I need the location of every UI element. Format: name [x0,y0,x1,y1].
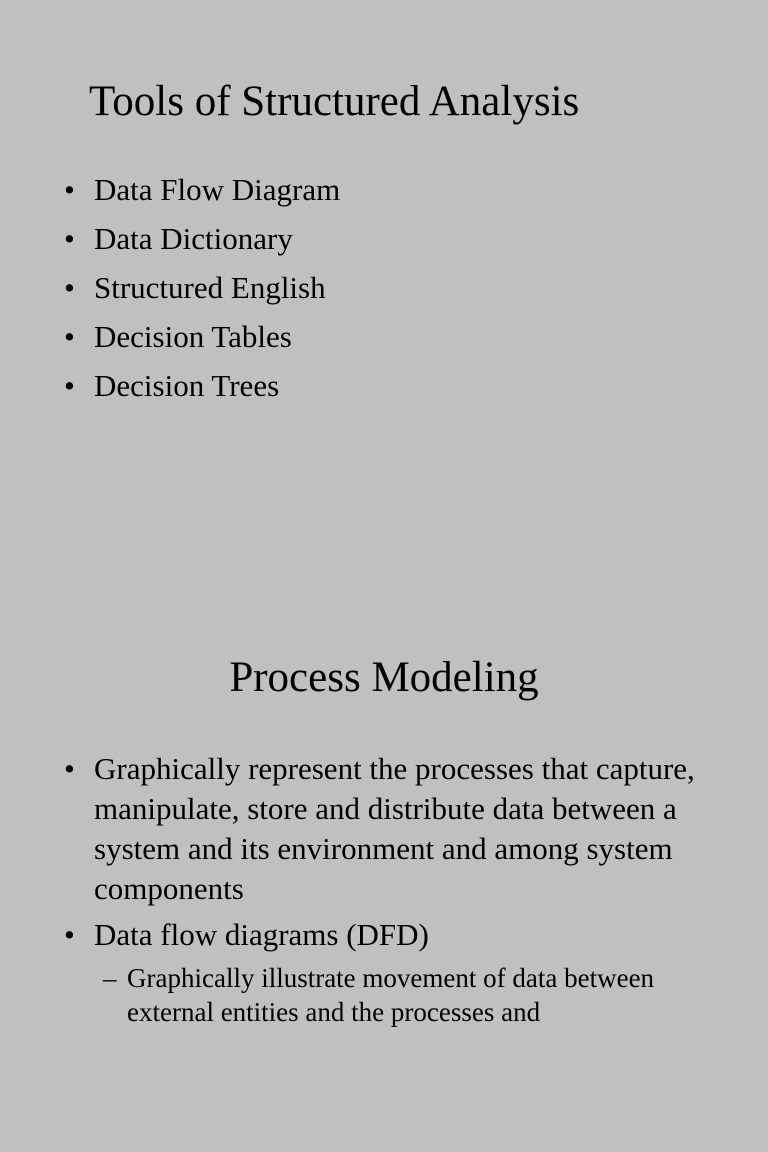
list-item [60,749,720,909]
sub-bullet-list [94,961,720,1029]
bullet-list [60,170,720,415]
bullet-list [60,749,720,1035]
list-item [60,915,720,1029]
bullet-marker: • [64,751,75,786]
list-item-text: Graphically represent the processes that capture, manipulate, store and distribute data between a system and its environment and among system components [94,751,695,906]
list-item-text: Decision Tables [94,319,292,354]
bullet-marker: • [64,319,75,354]
list-item-text: Data Dictionary [94,221,293,256]
bullet-marker: • [64,368,75,403]
list-item [60,219,720,259]
list-item [60,317,720,357]
list-item [60,170,720,210]
bullet-marker: • [64,270,75,305]
bullet-marker: • [64,917,75,952]
slide-title: Process Modeling [229,654,539,701]
list-item-text: Decision Trees [94,368,280,403]
list-item-text: Data flow diagrams (DFD) [94,917,429,952]
slide-title: Tools of Structured Analysis [89,78,580,125]
bullet-marker: • [64,172,75,207]
dash-marker: – [103,963,117,993]
list-item [60,268,720,308]
bullet-marker: • [64,221,75,256]
sub-list-item [94,961,720,1029]
list-item [60,366,720,406]
slide-process-modeling [0,576,768,1152]
list-item-text: Data Flow Diagram [94,172,341,207]
list-item-text: Structured English [94,270,326,305]
sub-list-item-text: Graphically illustrate movement of data between external entities and the processes and [127,963,655,1027]
